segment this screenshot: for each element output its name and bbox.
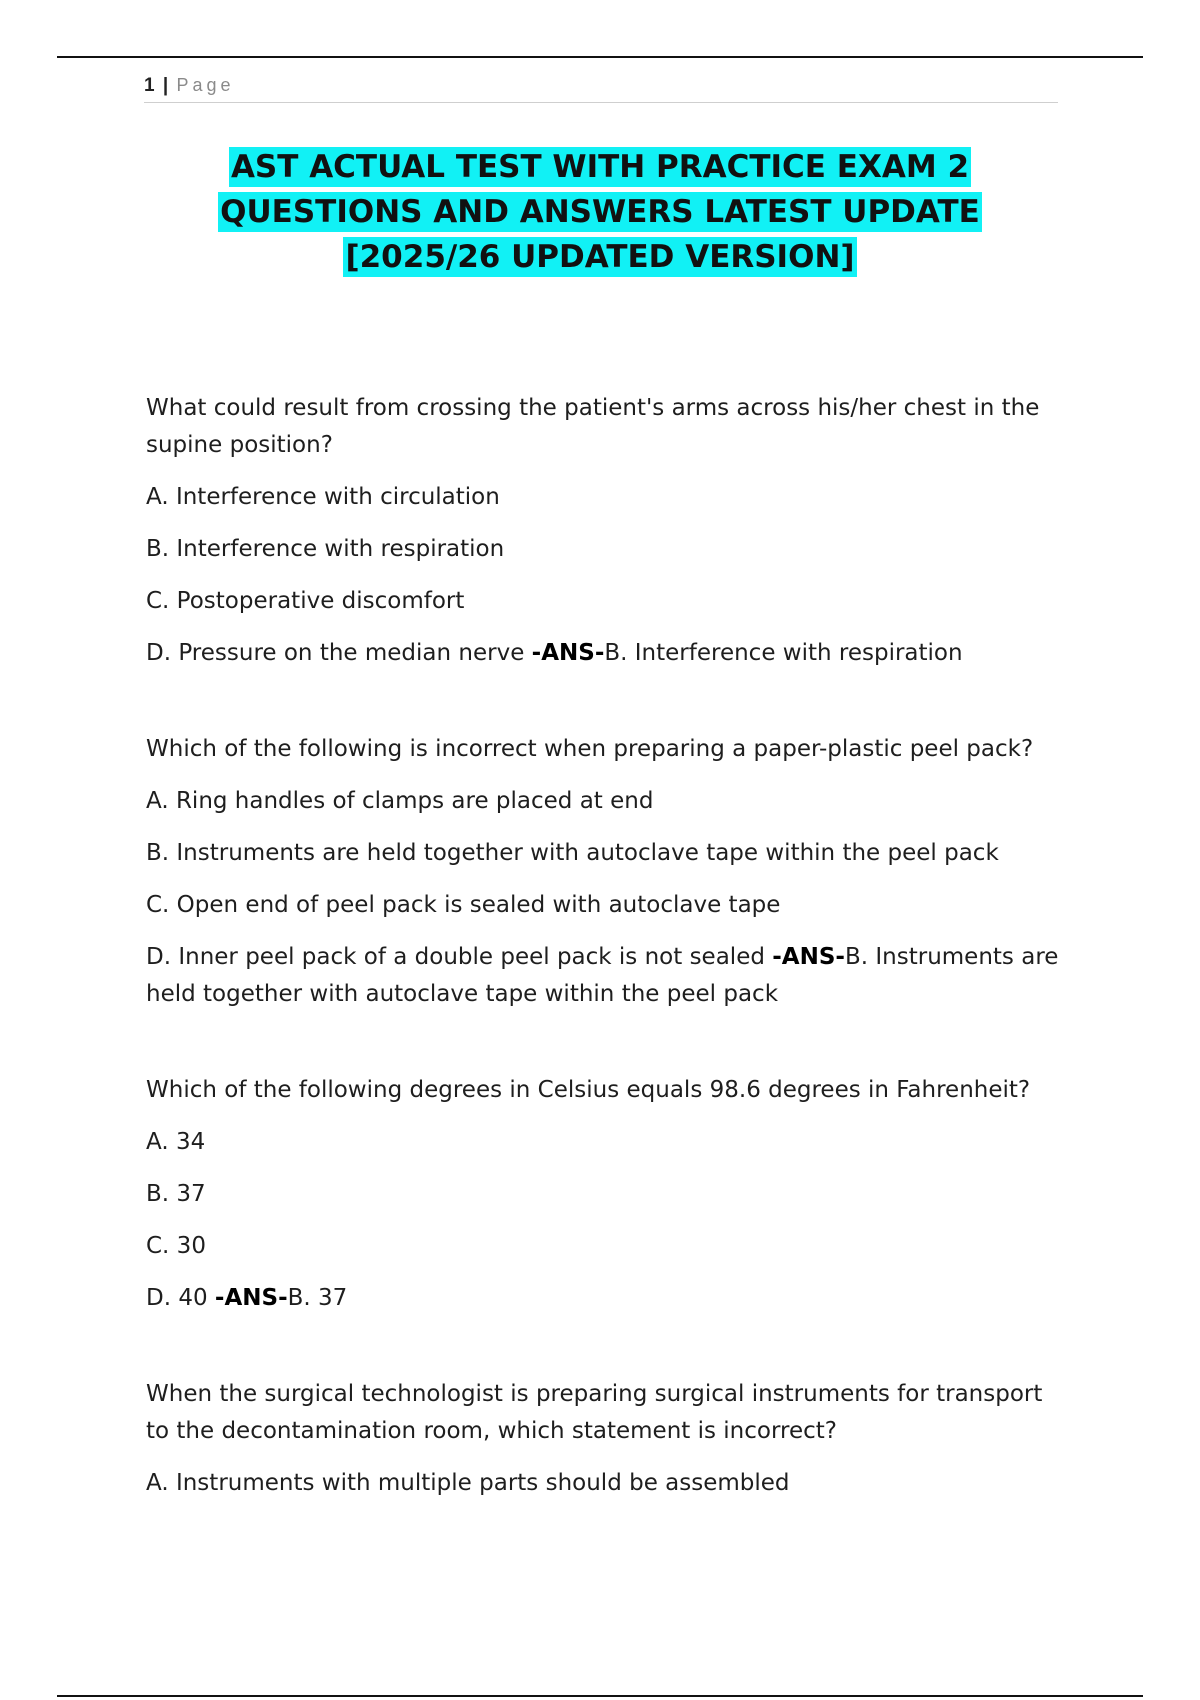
question-text: What could result from crossing the patient's arms across his/her chest in the supine position? <box>146 395 1040 458</box>
page-header <box>144 72 1058 103</box>
option-a: A. Interference with circulation <box>146 484 500 510</box>
option-a: A. 34 <box>146 1129 206 1155</box>
question-block-3 <box>146 1072 1066 1317</box>
option-d: D. Pressure on the median nerve <box>146 640 525 666</box>
page-separator: | <box>162 75 169 96</box>
page-number: 1 <box>144 75 155 96</box>
question-block-4 <box>146 1376 1066 1502</box>
option-d-with-answer <box>146 635 1066 672</box>
questions-content <box>146 390 1066 1561</box>
option-b: B. Interference with respiration <box>146 536 505 562</box>
option-d: D. Inner peel pack of a double peel pack is not sealed <box>146 944 765 970</box>
answer-label: -ANS- <box>772 944 845 970</box>
question-block-1 <box>146 390 1066 672</box>
title-line-1: AST ACTUAL TEST WITH PRACTICE EXAM 2 <box>230 149 970 185</box>
option-c: C. 30 <box>146 1233 206 1259</box>
option-d-with-answer <box>146 939 1066 1013</box>
option-d: D. 40 <box>146 1285 208 1311</box>
bottom-rule <box>57 1695 1143 1697</box>
option-a: A. Ring handles of clamps are placed at end <box>146 788 654 814</box>
answer-text: B. Interference with respiration <box>604 640 963 666</box>
option-c: C. Postoperative discomfort <box>146 588 465 614</box>
question-text: When the surgical technologist is preparing surgical instruments for transport to the decontamination room, which statement is incorrect? <box>146 1381 1043 1444</box>
answer-label: -ANS- <box>214 1285 288 1311</box>
option-b: B. 37 <box>146 1181 206 1207</box>
option-c: C. Open end of peel pack is sealed with autoclave tape <box>146 892 781 918</box>
document-title <box>0 145 1200 280</box>
question-text: Which of the following degrees in Celsius equals 98.6 degrees in Fahrenheit? <box>146 1077 1031 1103</box>
answer-text: B. 37 <box>287 1285 348 1311</box>
answer-text: B. Instruments are held together with autoclave tape within the peel pack <box>146 944 1059 1007</box>
answer-label: -ANS- <box>531 640 605 666</box>
question-block-2 <box>146 731 1066 1013</box>
option-a: A. Instruments with multiple parts should be assembled <box>146 1470 790 1496</box>
option-d-with-answer <box>146 1280 1066 1317</box>
top-rule <box>57 56 1143 58</box>
title-line-2: QUESTIONS AND ANSWERS LATEST UPDATE <box>220 194 980 230</box>
question-text: Which of the following is incorrect when preparing a paper-plastic peel pack? <box>146 736 1034 762</box>
page-word: Page <box>176 75 235 95</box>
option-b: B. Instruments are held together with autoclave tape within the peel pack <box>146 840 999 866</box>
title-line-3: [2025/26 UPDATED VERSION] <box>345 239 855 275</box>
